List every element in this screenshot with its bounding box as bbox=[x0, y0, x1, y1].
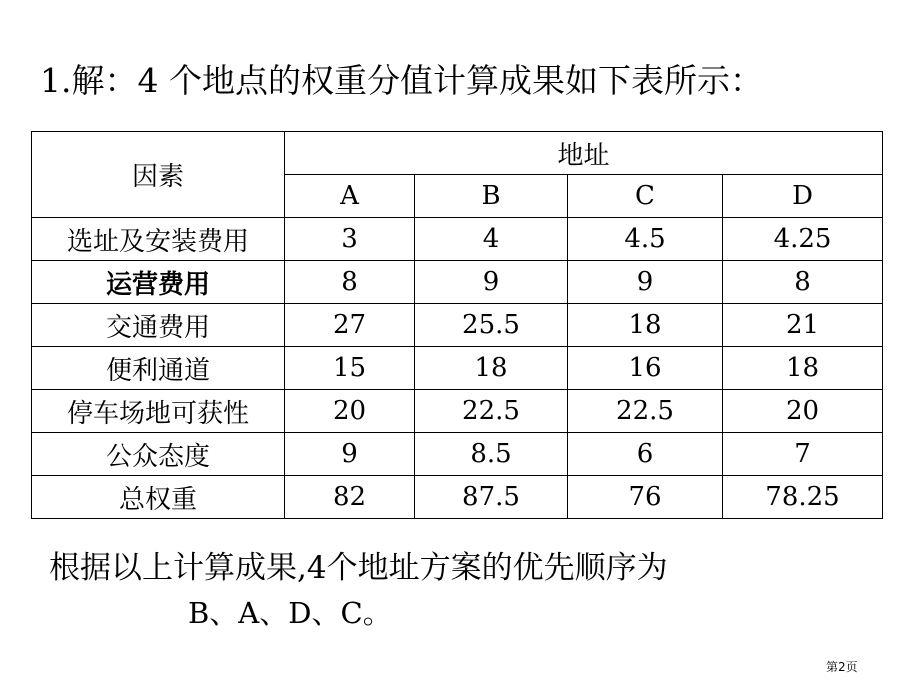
table-cell: 18 bbox=[723, 347, 883, 390]
table-cell: 25.5 bbox=[415, 304, 568, 347]
priority-order-text: B、A、D、C。 bbox=[188, 596, 392, 630]
site-header: 地址 bbox=[285, 132, 883, 175]
table-cell: 9 bbox=[285, 433, 415, 476]
table-cell: 87.5 bbox=[415, 476, 568, 519]
table-row bbox=[32, 304, 883, 347]
table-cell: 20 bbox=[723, 390, 883, 433]
site-weight-table bbox=[31, 131, 883, 519]
page-number: 第2页 bbox=[826, 660, 858, 674]
table-row bbox=[32, 261, 883, 304]
table-cell: 9 bbox=[568, 261, 723, 304]
table-cell: 4.5 bbox=[568, 218, 723, 261]
row-label: 交通费用 bbox=[32, 304, 285, 347]
table-row-total bbox=[32, 476, 883, 519]
table-cell: 22.5 bbox=[415, 390, 568, 433]
table-cell: 82 bbox=[285, 476, 415, 519]
row-label: 总权重 bbox=[32, 476, 285, 519]
table-row bbox=[32, 433, 883, 476]
table-cell: 9 bbox=[415, 261, 568, 304]
row-label: 运营费用 bbox=[32, 261, 285, 304]
table-cell: 78.25 bbox=[723, 476, 883, 519]
table-cell: 8.5 bbox=[415, 433, 568, 476]
site-label-a: A bbox=[285, 175, 415, 218]
table-cell: 22.5 bbox=[568, 390, 723, 433]
table-cell: 6 bbox=[568, 433, 723, 476]
row-label: 停车场地可获性 bbox=[32, 390, 285, 433]
table-cell: 20 bbox=[285, 390, 415, 433]
table-row bbox=[32, 218, 883, 261]
table-cell: 8 bbox=[723, 261, 883, 304]
table-cell: 21 bbox=[723, 304, 883, 347]
conclusion-text: 根据以上计算成果,4个地址方案的优先顺序为 bbox=[49, 550, 668, 586]
row-label: 公众态度 bbox=[32, 433, 285, 476]
table-cell: 3 bbox=[285, 218, 415, 261]
site-label-c: C bbox=[568, 175, 723, 218]
page-heading: 1.解：4 个地点的权重分值计算成果如下表所示： bbox=[40, 61, 763, 100]
row-label: 选址及安装费用 bbox=[32, 218, 285, 261]
table-row bbox=[32, 390, 883, 433]
table-cell: 16 bbox=[568, 347, 723, 390]
table-cell: 27 bbox=[285, 304, 415, 347]
table-cell: 15 bbox=[285, 347, 415, 390]
table-cell: 4.25 bbox=[723, 218, 883, 261]
table-cell: 4 bbox=[415, 218, 568, 261]
table-cell: 8 bbox=[285, 261, 415, 304]
site-label-d: D bbox=[723, 175, 883, 218]
factor-header: 因素 bbox=[32, 132, 285, 218]
table-row bbox=[32, 347, 883, 390]
row-label: 便利通道 bbox=[32, 347, 285, 390]
table-cell: 7 bbox=[723, 433, 883, 476]
table-cell: 18 bbox=[415, 347, 568, 390]
site-label-b: B bbox=[415, 175, 568, 218]
table-cell: 18 bbox=[568, 304, 723, 347]
table-cell: 76 bbox=[568, 476, 723, 519]
